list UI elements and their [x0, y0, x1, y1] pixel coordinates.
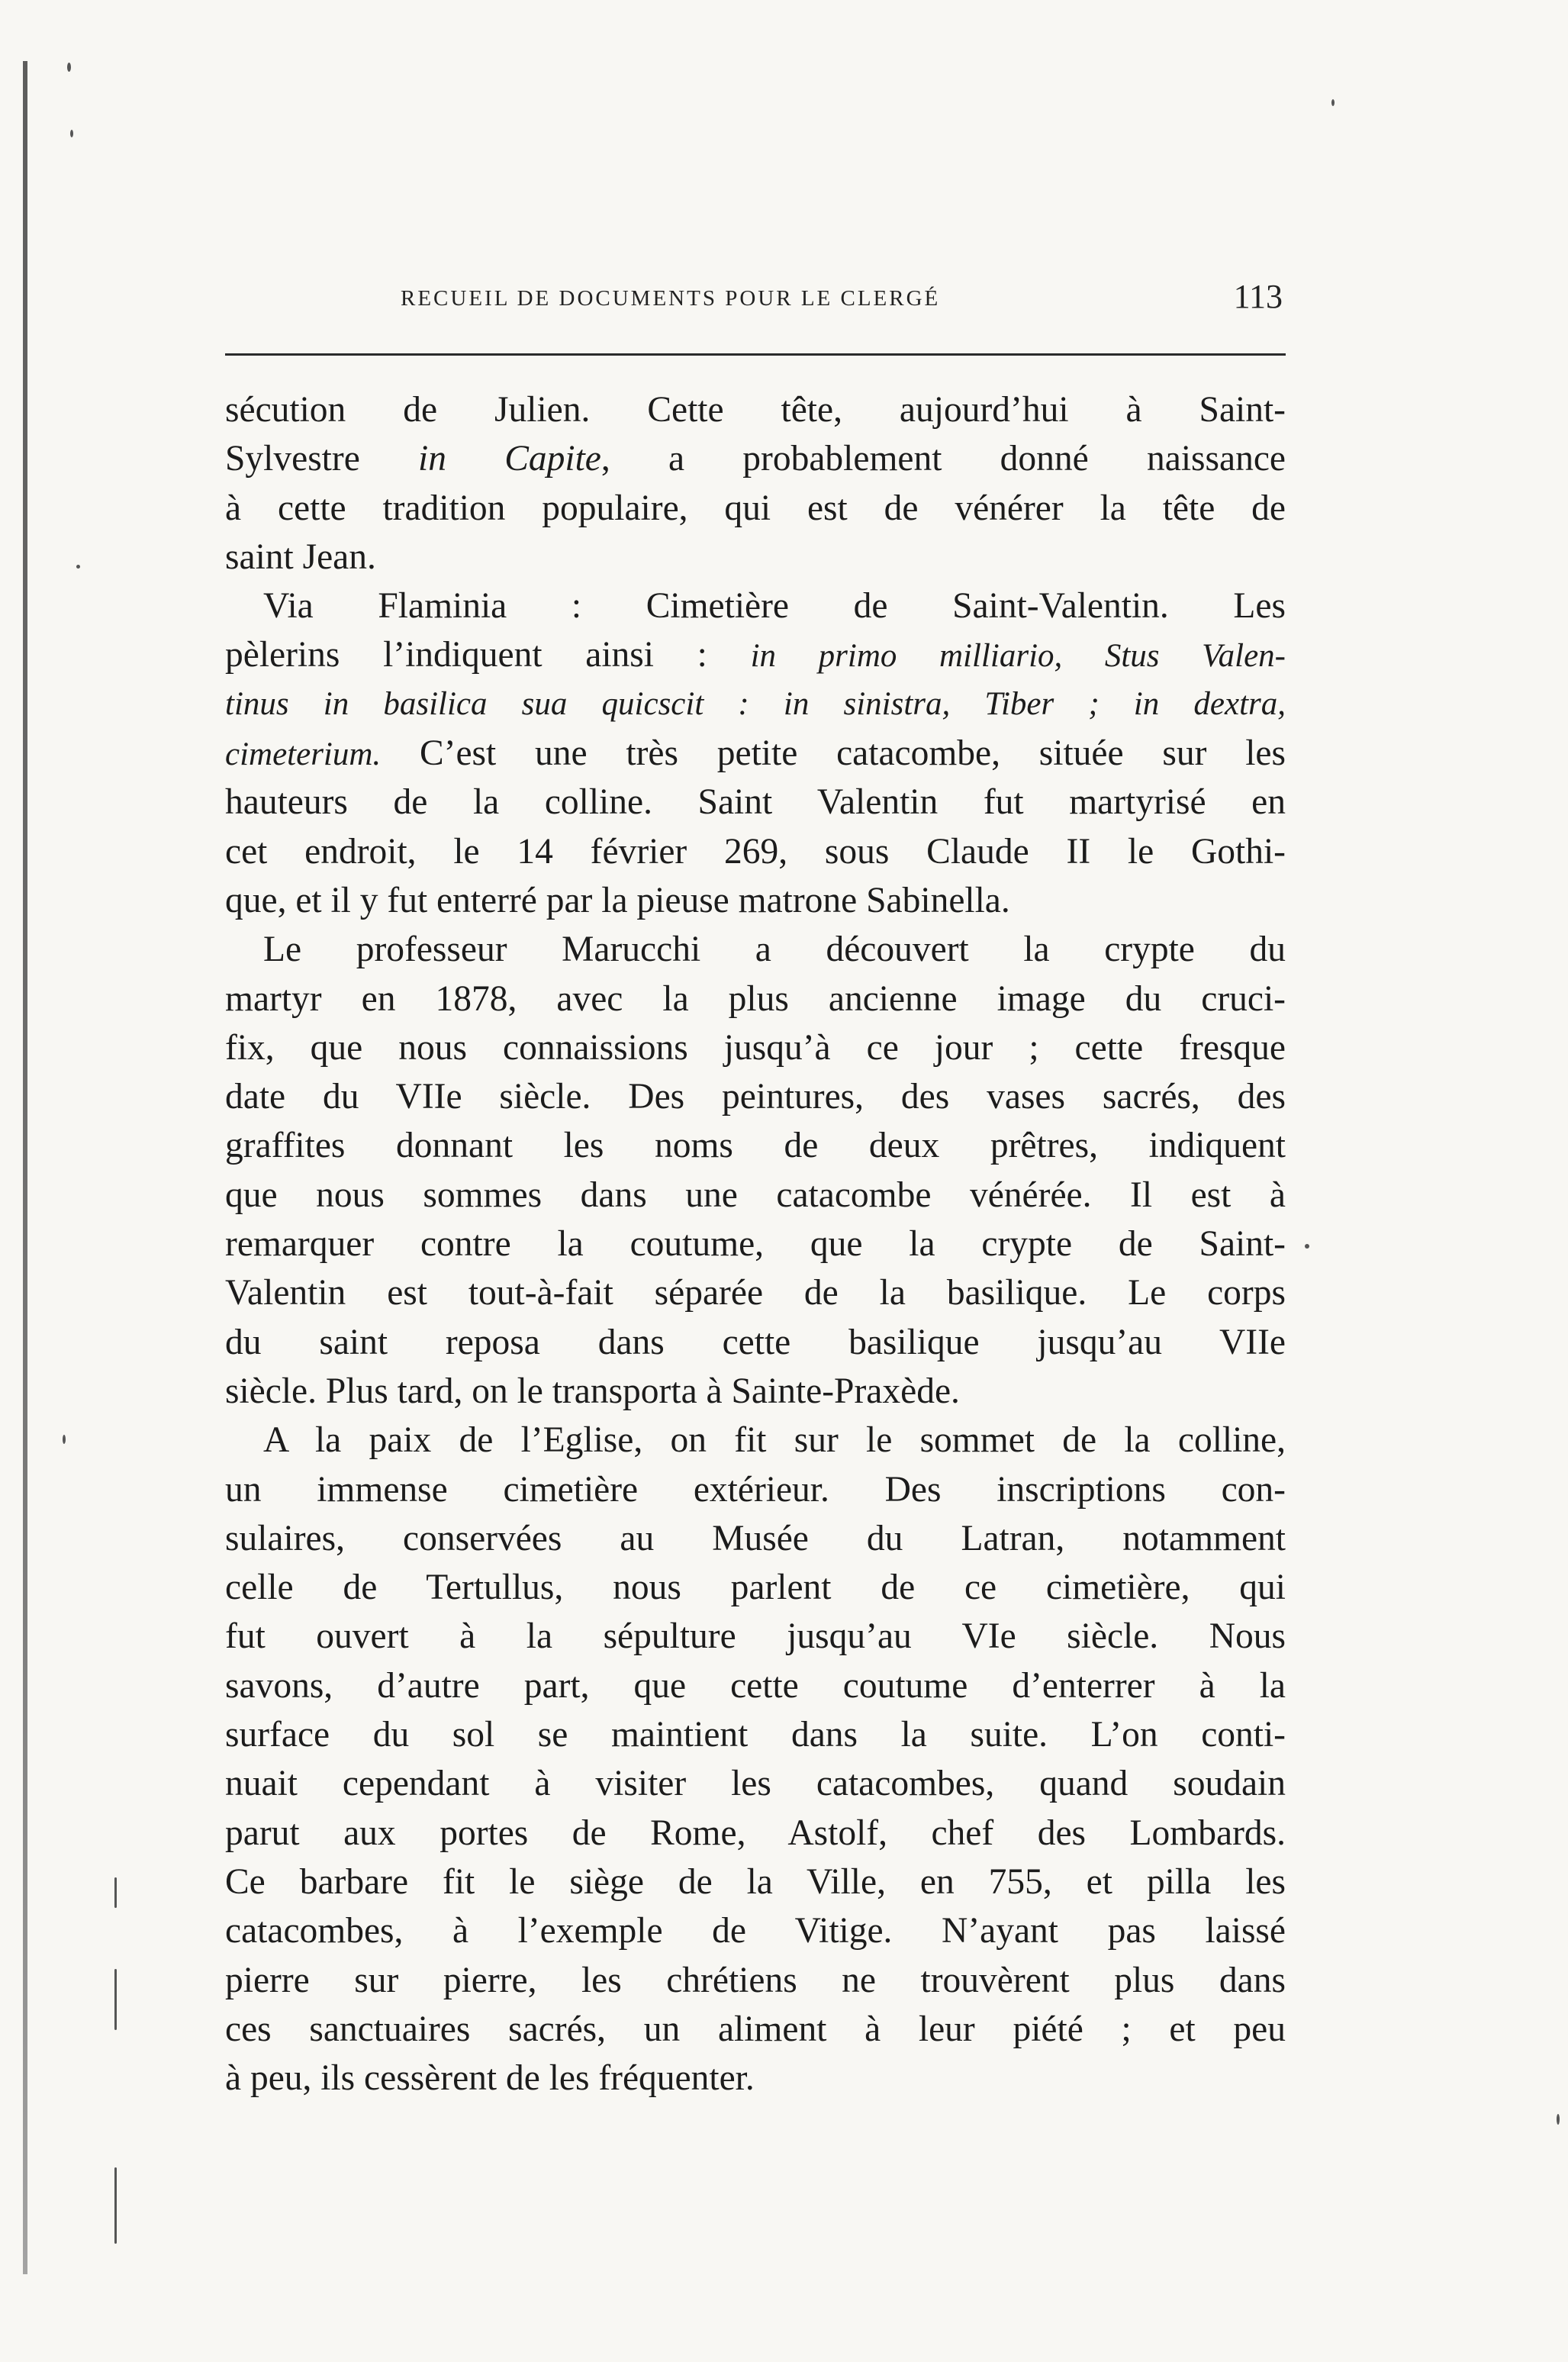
scan-speck	[1557, 2114, 1560, 2125]
text-line: date du VIIe siècle. Des peintures, des vases sacrés, des	[225, 1077, 1286, 1117]
text-line: catacombes, à l’exemple de Vitige. N’ayant pas laissé	[225, 1911, 1286, 1951]
text-line: saint Jean.	[225, 537, 376, 577]
text-line: Le professeur Marucchi a découvert la crypte du	[263, 930, 1286, 970]
scan-speck	[114, 2167, 117, 2244]
scan-speck	[1305, 1244, 1309, 1249]
text-line: à cette tradition populaire, qui est de vénérer la tête de	[225, 488, 1286, 528]
text-line: Ce barbare fit le siège de la Ville, en 755, et pilla les	[225, 1861, 1286, 1902]
text-line: cet endroit, le 14 février 269, sous Claude II le Gothi-	[225, 831, 1286, 872]
text-line: ces sanctuaires sacrés, un aliment à leur piété ; et peu	[225, 2009, 1286, 2049]
text-line: du saint reposa dans cette basilique jusqu’au VIIe	[225, 1322, 1286, 1362]
text-line: que, et il y fut enterré par la pieuse matrone Sabinella.	[225, 880, 1010, 920]
text-line: à peu, ils cessèrent de les fréquenter.	[225, 2058, 755, 2099]
text-line: pierre sur pierre, les chrétiens ne trouvèrent plus dans	[225, 1960, 1286, 2000]
scan-speck	[1331, 99, 1335, 106]
header-rule	[225, 353, 1286, 356]
text-line: fut ouvert à la sépulture jusqu’au VIe siècle. Nous	[225, 1616, 1286, 1657]
text-line: Sylvestre in Capite, a probablement donné naissance	[225, 439, 1286, 479]
text-line: hauteurs de la colline. Saint Valentin fut martyrisé en	[225, 782, 1286, 823]
text-line: un immense cimetière extérieur. Des inscriptions con-	[225, 1469, 1286, 1510]
text-line: parut aux portes de Rome, Astolf, chef des Lombards.	[225, 1813, 1286, 1853]
scan-speck	[114, 1969, 117, 2030]
body-text	[225, 385, 1286, 2103]
text-line: A la paix de l’Eglise, on fit sur le sommet de la colline,	[263, 1420, 1286, 1461]
scan-speck	[76, 565, 80, 569]
text-line: celle de Tertullus, nous parlent de ce cimetière, qui	[225, 1568, 1286, 1608]
scan-speck	[70, 130, 73, 137]
text-line: nuait cependant à visiter les catacombes, quand soudain	[225, 1764, 1286, 1804]
text-line: cimeterium. C’est une très petite catacombe, située sur les	[225, 733, 1286, 774]
text-line: remarquer contre la coutume, que la crypte de Saint-	[225, 1224, 1286, 1265]
text-line: siècle. Plus tard, on le transporta à Sainte-Praxède.	[225, 1371, 960, 1411]
text-line: surface du sol se maintient dans la suite. L’on conti-	[225, 1715, 1286, 1755]
text-line: fix, que nous connaissions jusqu’à ce jour ; cette fresque	[225, 1027, 1286, 1068]
running-title: RECUEIL DE DOCUMENTS POUR LE CLERGÉ	[401, 286, 941, 311]
page-edge-shadow	[23, 61, 27, 2274]
text-line: tinus in basilica sua quicscit : in sinistra, Tiber ; in dextra,	[225, 685, 1286, 722]
text-line: sulaires, conservées au Musée du Latran, notamment	[225, 1518, 1286, 1558]
scan-speck	[63, 1435, 66, 1444]
text-line: Via Flaminia : Cimetière de Saint-Valentin. Les	[263, 586, 1286, 627]
book-page	[225, 271, 1286, 2099]
text-line: que nous sommes dans une catacombe vénérée. Il est à	[225, 1175, 1286, 1215]
text-line: Valentin est tout-à-fait séparée de la basilique. Le corps	[225, 1273, 1286, 1313]
text-line: pèlerins l’indiquent ainsi : in primo milliario, Stus Valen-	[225, 635, 1286, 675]
text-line: graffites donnant les noms de deux prêtres, indiquent	[225, 1126, 1286, 1166]
text-line: sécution de Julien. Cette tête, aujourd’hui à Saint-	[225, 390, 1286, 430]
scan-speck	[67, 63, 71, 72]
text-line: savons, d’autre part, que cette coutume d’enterrer à la	[225, 1665, 1286, 1706]
running-head	[225, 271, 1286, 340]
scan-speck	[114, 1877, 117, 1908]
text-line: martyr en 1878, avec la plus ancienne image du cruci-	[225, 978, 1286, 1019]
page-number: 113	[1233, 278, 1283, 315]
